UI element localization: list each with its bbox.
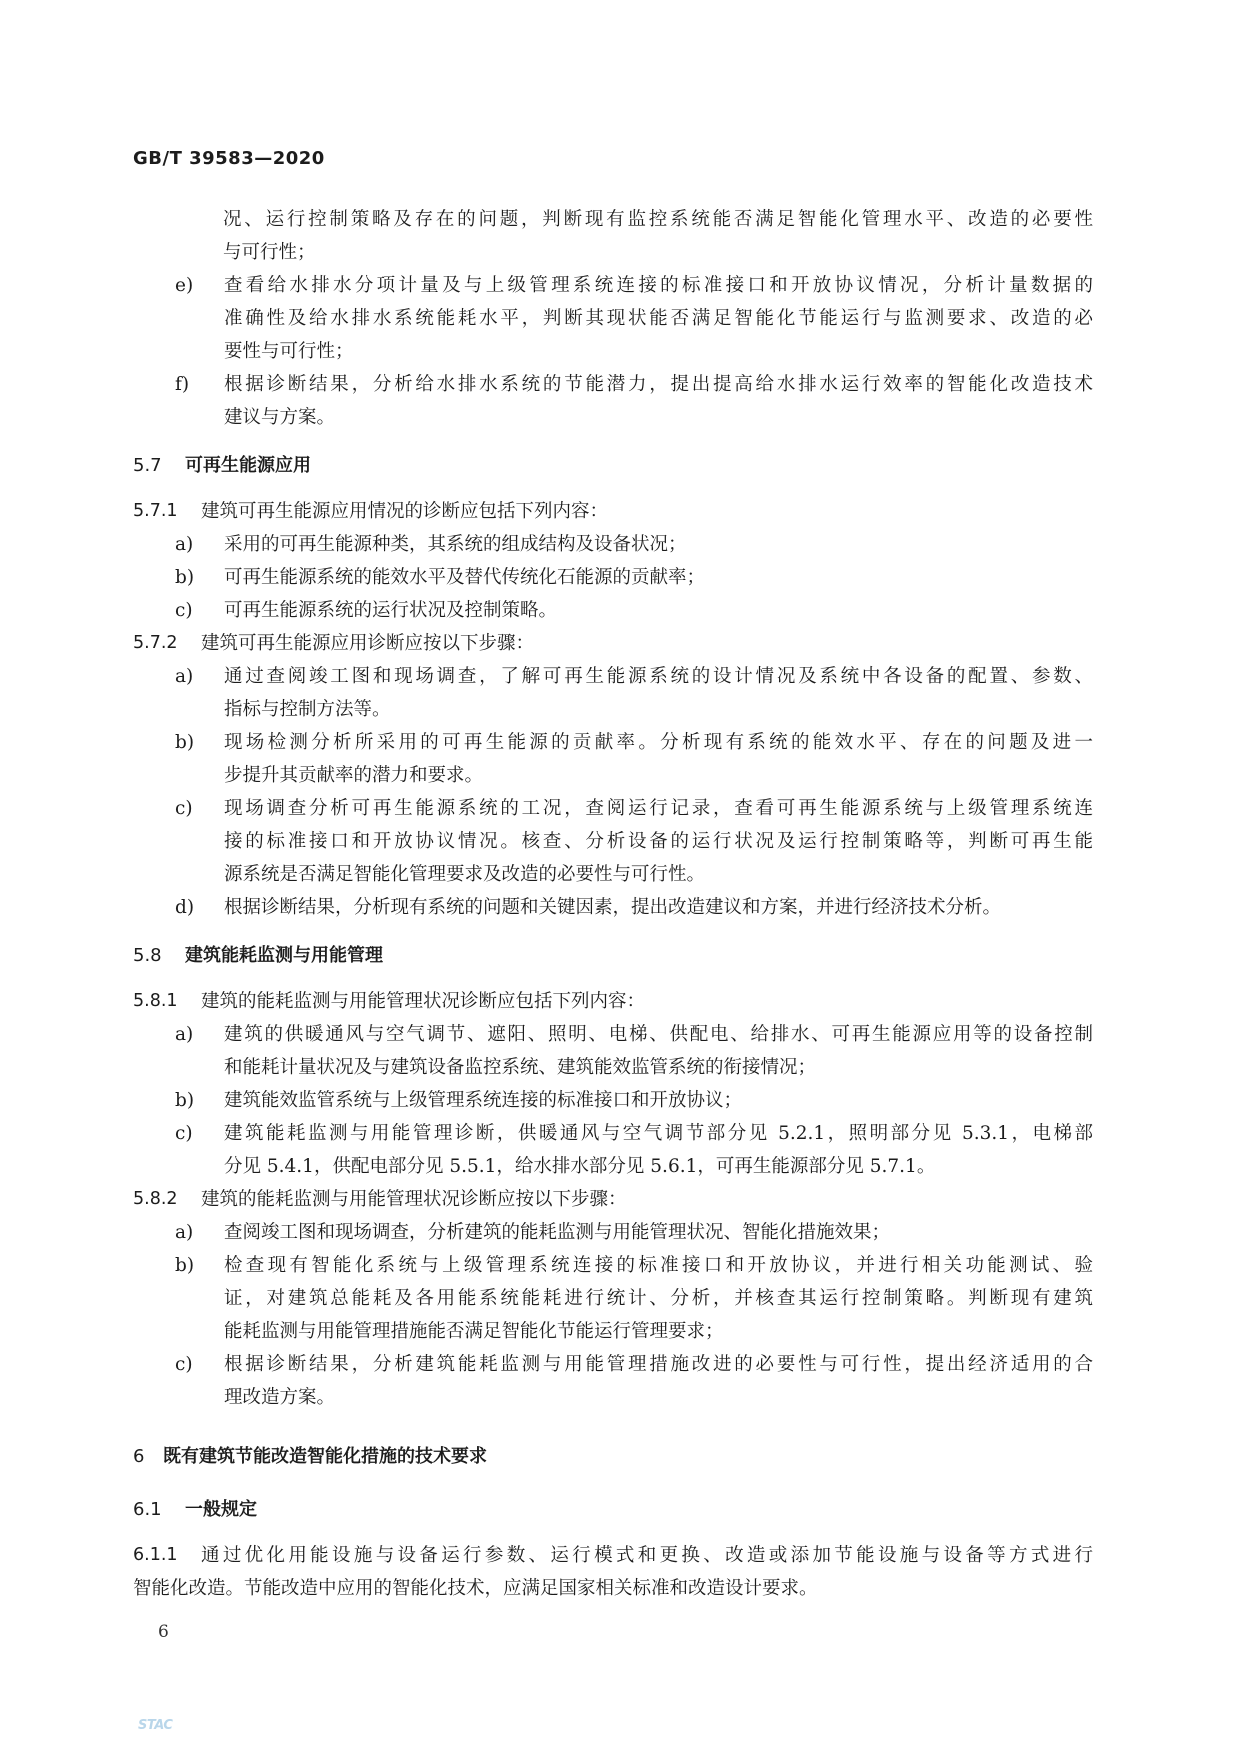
text-line: 通过查阅竣工图和现场调查，了解可再生能源系统的设计情况及系统中各设备的配置、参数、: [224, 666, 1093, 687]
text-line: 采用的可再生能源种类，其系统的组成结构及设备状况；: [224, 534, 687, 555]
clause-number: 5.7.2: [133, 633, 178, 653]
list-marker: c): [175, 1123, 193, 1144]
text-line: 根据诊断结果，分析建筑能耗监测与用能管理措施改进的必要性与可行性，提出经济适用的合: [224, 1354, 1093, 1375]
clause-number: 6.1.1: [133, 1545, 178, 1565]
text-line: 现场检测分析所采用的可再生能源的贡献率。分析现有系统的能效水平、存在的问题及进一: [224, 732, 1093, 753]
list-marker: b): [175, 1255, 195, 1276]
text-line: 查阅竣工图和现场调查，分析建筑的能耗监测与用能管理状况、智能化措施效果；: [224, 1222, 891, 1243]
clause-5-7-2: [133, 627, 1093, 660]
list-marker: b): [175, 567, 195, 588]
chapter-heading-6: [133, 1436, 1093, 1478]
watermark-logo: STAC: [138, 1718, 173, 1733]
text-line: 检查现有智能化系统与上级管理系统连接的标准接口和开放协议，并进行相关功能测试、验: [224, 1255, 1093, 1276]
text-line: 步提升其贡献率的潜力和要求。: [224, 765, 484, 786]
list-item: [133, 1249, 1093, 1348]
section-heading-5-7: [133, 445, 1093, 487]
text-line: 与可行性；: [223, 242, 316, 263]
section-heading-5-8: [133, 935, 1093, 977]
section-title: 建筑能耗监测与用能管理: [185, 945, 383, 966]
list-item: [133, 792, 1093, 891]
clause-5-8-2: [133, 1183, 1093, 1216]
text-line: 指标与控制方法等。: [224, 699, 391, 720]
list-item: [133, 1084, 1093, 1117]
list-item: [133, 594, 1093, 627]
list-marker: f): [175, 374, 190, 395]
standard-number: GB/T 39583—2020: [133, 148, 325, 169]
list-item: [133, 660, 1093, 726]
chapter-title: 既有建筑节能改造智能化措施的技术要求: [163, 1446, 487, 1467]
text-line: 要性与可行性；: [224, 341, 354, 362]
text-line: 建筑能耗监测与用能管理诊断，供暖通风与空气调节部分见 5.2.1，照明部分见 5.3.1，电梯部: [224, 1123, 1093, 1144]
page-number: 6: [158, 1622, 169, 1642]
clause-text: 通过优化用能设施与设备运行参数、运行模式和更换、改造或添加节能设施与设备等方式进行: [201, 1545, 1093, 1566]
text-line: 能耗监测与用能管理措施能否满足智能化节能运行管理要求；: [224, 1321, 724, 1342]
section-number: 6.1: [133, 1499, 162, 1520]
text-line: 可再生能源系统的运行状况及控制策略。: [224, 600, 558, 621]
text-line: 理改造方案。: [224, 1387, 336, 1408]
text-line: 建筑的供暖通风与空气调节、遮阳、照明、电梯、供配电、给排水、可再生能源应用等的设备控制: [224, 1024, 1093, 1045]
chapter-number: 6: [133, 1446, 145, 1467]
list-item: [133, 1348, 1093, 1414]
list-item: [133, 561, 1093, 594]
list-item: [133, 1216, 1093, 1249]
text-line: 接的标准接口和开放协议情况。核查、分析设备的运行状况及运行控制策略等，判断可再生能: [224, 831, 1093, 852]
clause-5-8-1: [133, 985, 1093, 1018]
list-item-e: [133, 269, 1093, 368]
list-item: [133, 1018, 1093, 1084]
list-marker: c): [175, 1354, 193, 1375]
text-line: 智能化改造。节能改造中应用的智能化技术，应满足国家相关标准和改造设计要求。: [133, 1578, 818, 1599]
clause-number: 5.8.1: [133, 991, 178, 1011]
clause-text: 建筑的能耗监测与用能管理状况诊断应按以下步骤：: [201, 1189, 627, 1210]
list-marker: d): [175, 897, 195, 918]
text-line: 可再生能源系统的能效水平及替代传统化石能源的贡献率；: [224, 567, 706, 588]
clause-number: 5.7.1: [133, 501, 178, 521]
text-line: 证，对建筑总能耗及各用能系统能耗进行统计、分析，并核查其运行控制策略。判断现有建筑: [224, 1288, 1093, 1309]
list-marker: a): [175, 1024, 194, 1045]
text-line: 建议与方案。: [224, 407, 336, 428]
clause-5-7-1: [133, 495, 1093, 528]
list-marker: a): [175, 666, 194, 687]
list-item: [133, 891, 1093, 924]
clause-text: 建筑可再生能源应用诊断应按以下步骤：: [201, 633, 535, 654]
list-marker: a): [175, 1222, 194, 1243]
clause-6-1-1: [133, 1539, 1093, 1572]
text-line: 源系统是否满足智能化管理要求及改造的必要性与可行性。: [224, 864, 706, 885]
text-line: 分见 5.4.1，供配电部分见 5.5.1，给水排水部分见 5.6.1，可再生能源部分见 5.7.1。: [224, 1156, 936, 1177]
text-line: 和能耗计量状况及与建筑设备监控系统、建筑能效监管系统的衔接情况；: [224, 1057, 817, 1078]
list-marker: b): [175, 1090, 195, 1111]
continued-item: [133, 203, 1093, 269]
list-item: [133, 726, 1093, 792]
list-item: [133, 528, 1093, 561]
text-line: 建筑能效监管系统与上级管理系统连接的标准接口和开放协议；: [224, 1090, 743, 1111]
text-line: 现场调查分析可再生能源系统的工况，查阅运行记录，查看可再生能源系统与上级管理系统连: [224, 798, 1093, 819]
clause-number: 5.8.2: [133, 1189, 178, 1209]
section-heading-6-1: [133, 1489, 1093, 1531]
page-content: [133, 203, 1093, 1605]
text-line: 查看给水排水分项计量及与上级管理系统连接的标准接口和开放协议情况，分析计量数据的: [224, 275, 1093, 296]
list-marker: a): [175, 534, 194, 555]
list-marker: c): [175, 600, 193, 621]
clause-text: 建筑的能耗监测与用能管理状况诊断应包括下列内容：: [201, 991, 646, 1012]
list-marker: b): [175, 732, 195, 753]
list-marker: c): [175, 798, 193, 819]
section-number: 5.8: [133, 945, 162, 966]
text-line: 况、运行控制策略及存在的问题，判断现有监控系统能否满足智能化管理水平、改造的必要性: [223, 209, 1093, 230]
list-item: [133, 1117, 1093, 1183]
text-line: 准确性及给水排水系统能耗水平，判断其现状能否满足智能化节能运行与监测要求、改造的必: [224, 308, 1093, 329]
clause-text: 建筑可再生能源应用情况的诊断应包括下列内容：: [201, 501, 609, 522]
section-title: 可再生能源应用: [185, 455, 311, 476]
list-item-f: [133, 368, 1093, 434]
section-title: 一般规定: [185, 1499, 257, 1520]
list-marker: e): [175, 275, 194, 296]
section-number: 5.7: [133, 455, 162, 476]
text-line: 根据诊断结果，分析现有系统的问题和关键因素，提出改造建议和方案，并进行经济技术分析。: [224, 897, 1002, 918]
text-line: 根据诊断结果，分析给水排水系统的节能潜力，提出提高给水排水运行效率的智能化改造技术: [224, 374, 1093, 395]
